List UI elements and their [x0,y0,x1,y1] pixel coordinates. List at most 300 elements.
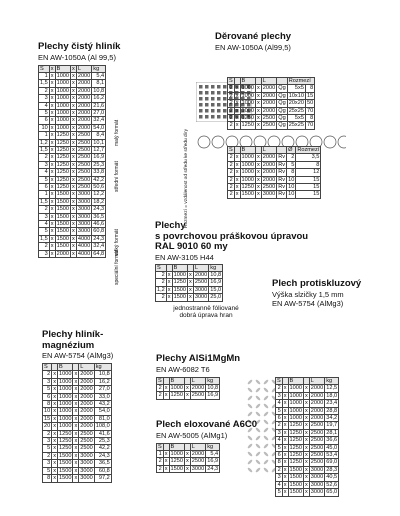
table-row [228,85,315,92]
table-cell: x [53,423,57,430]
table-cell: 6 [39,117,50,124]
table-cell: 2000 [191,450,205,457]
table-cell: 1000 [173,271,187,278]
table-cell: x [72,191,75,198]
table-header-cell: x [72,65,75,72]
table-cell: x [50,191,54,198]
table-cell: x [185,392,189,399]
table-cell: 32,4 [93,243,105,250]
table-row [39,191,106,198]
square-hole [223,91,227,95]
table-cell: x [235,161,239,168]
table-cell: x [50,139,54,146]
square-hole [211,91,215,95]
table-cell: 2000 [310,407,324,414]
table-header-cell: x [50,65,54,72]
table-cell: 1500 [173,294,187,301]
table-cell: 60,8 [94,467,111,474]
table-cell: x [50,176,54,183]
table-cell: 1000 [59,415,72,422]
table-cell: x [235,122,239,129]
table-cell: 8 [305,115,314,122]
table-cell: Rv [278,154,286,161]
table-cell: 8 [287,169,296,176]
table-row [43,401,112,408]
table-cell: 1500 [241,191,254,198]
table-cell: 1250 [170,392,183,399]
section-pure-aluminium [38,42,120,258]
table-cell: 1000 [289,392,302,399]
table-cell: x [304,474,308,481]
square-hole [199,103,203,107]
table-cell: 2000 [80,401,93,408]
table-header-cell: B [169,443,184,450]
table-row [39,117,106,124]
table-cell: 2000 [262,176,276,183]
table-row [157,458,220,465]
table-cell: 12 [296,169,321,176]
table-cell: x [283,385,287,392]
table-cell: 2000 [262,100,276,107]
table-cell: 1000 [241,85,254,92]
table-cell: 1000 [59,423,72,430]
table-cell: 10 [44,408,51,415]
table-cell: 24,3 [207,465,219,472]
table-cell: 3000 [77,213,91,220]
table-cell: 28,3 [326,466,338,473]
table-cell: 2000 [80,423,93,430]
square-hole [205,91,209,95]
table-cell: 2000 [77,80,91,87]
square-hole [205,85,209,89]
table-cell: 2500 [310,459,324,466]
table-cell: 2 [228,169,235,176]
tread-mark [255,411,261,417]
table-row [276,422,339,429]
table-cell: x [50,213,54,220]
table-cell: 4 [39,221,50,228]
table-cell: 3000 [80,452,93,459]
table-cell: 2000 [310,415,324,422]
table-cell: 50,6 [93,184,105,190]
table-cell: 19,7 [326,422,338,429]
table-header-cell: S [158,377,162,384]
table-cell: 2500 [262,184,276,191]
anodized-title: Plech eloxované A6C0 [156,419,258,430]
table-header-cell: L [261,147,276,154]
table-row [276,459,339,466]
table-header-cell: L [261,78,276,85]
table-cell: 5,4 [92,72,106,79]
table-cell: x [304,429,308,436]
tread-mark [263,467,269,473]
table-cell: x [256,92,260,99]
table-cell: x [53,415,57,422]
table-cell: 8 [276,459,283,466]
table-cell: 2000 [56,250,70,257]
table-cell: x [50,198,54,205]
perforated-square-table [227,77,315,130]
table-cell: 1500 [289,489,302,496]
table-cell: x [167,294,171,301]
table-cell: 8 [305,85,314,92]
table-cell: 3000 [80,460,93,467]
table-cell: 2500 [77,132,91,139]
square-hole [205,97,209,101]
table-cell: 3000 [77,221,91,228]
table-cell: x [53,430,57,437]
table-cell: x [185,384,189,391]
table-cell: 2500 [310,429,324,436]
table-cell: 2 [157,392,164,399]
table-cell: 2500 [191,392,205,399]
table-cell: 1000 [241,154,254,161]
table-row [276,474,339,481]
table-cell: 1000 [56,87,70,94]
table-cell: 1 [39,132,50,139]
table-row [276,466,339,473]
table-cell: 5 [43,445,52,452]
table-cell: x [283,400,287,407]
table-cell: 5 [43,467,52,474]
table-header-cell: kg [206,377,220,384]
table-row [43,378,112,385]
table-cell: 2000 [77,87,91,94]
table-cell: 1250 [241,184,254,191]
table-cell: 1,2 [157,286,165,293]
table-cell: 6 [276,452,283,459]
table-row [39,95,106,102]
table-header-row [43,364,112,371]
table-row [39,169,106,176]
table-cell: 2 [157,465,164,472]
table-cell: 1250 [289,422,302,429]
table-cell: 1250 [56,154,70,161]
table-cell: x [50,95,54,102]
table-cell: 5x5 [287,115,305,122]
table-header-cell: kg [325,378,339,385]
table-cell: 15 [306,92,314,99]
table-cell: 6 [276,415,283,422]
table-cell: x [74,430,78,437]
table-cell: Qg [278,85,286,92]
table-cell: 3000 [194,286,208,293]
table-cell: x [283,481,287,488]
table-cell: 1000 [241,100,254,107]
table-cell: x [53,460,57,467]
table-row [39,124,106,131]
table-cell: 1000 [241,161,254,168]
table-cell: Rv [278,169,286,176]
table-cell: x [72,235,75,242]
table-header-cell: L [193,264,208,271]
tread-mark [263,411,269,417]
square-hole [217,85,221,89]
table-cell: 1000 [289,415,302,422]
table-cell: 2000 [262,92,276,99]
square-hole [199,109,203,113]
table-cell: 1,5 [40,235,48,242]
table-cell: 2 [156,279,167,286]
table-cell: x [74,475,78,482]
table-row [228,176,321,183]
table-cell: 3000 [310,481,324,488]
table-header-cell: kg [206,443,220,450]
table-cell: x [304,444,308,451]
table-cell: x [74,408,78,415]
table-cell: 2 [39,206,50,213]
table-cell: 10,8 [93,87,105,94]
table-header-cell: Ø [287,147,296,154]
table-cell: x [50,206,54,213]
table-cell: x [50,243,54,250]
table-cell: 1000 [56,95,70,102]
square-hole [199,97,203,101]
table-cell: 1500 [170,465,183,472]
table-header-cell: B [172,264,187,271]
table-cell: 2 [228,122,235,129]
group-label-large: velký formát [114,229,120,256]
table-header-cell [277,78,287,85]
table-row [276,437,339,444]
table-cell: Qg [278,122,286,129]
table-cell: x [164,458,168,465]
table-cell: x [53,386,57,393]
table-cell: 60,8 [93,228,105,235]
table-cell: 2 [228,176,235,183]
table-cell: 2 [156,294,167,301]
table-cell: x [304,415,308,422]
table-row [276,407,339,414]
table-cell: 2 [287,154,296,161]
table-cell: x [256,115,260,122]
table-cell: 2000 [77,95,91,102]
table-cell: x [50,109,54,116]
table-cell: 10 [288,176,295,183]
table-cell: 4000 [77,243,91,250]
table-header-cell [277,147,287,154]
table-cell: 1500 [56,243,70,250]
table-row [39,243,106,250]
table-cell: x [256,85,260,92]
table-cell: 3000 [310,489,324,496]
table-cell: 5 [287,161,296,168]
table-cell: 21,6 [93,102,105,109]
table-cell: x [304,489,308,496]
table-cell: 8,4 [92,132,106,139]
table-cell: 1,5 [40,146,48,153]
table-cell: 2 [228,115,235,122]
table-row [43,393,112,400]
table-cell: x [74,452,78,459]
square-hole [205,109,209,113]
table-cell: 52,6 [326,481,338,488]
table-cell: x [72,139,75,146]
table-row [276,415,339,422]
table-row [228,191,321,198]
table-cell: x [283,437,287,444]
tread-mark [263,427,269,433]
section-alsi [156,354,240,400]
table-cell: 2000 [77,72,91,79]
table-cell: 16,9 [93,154,105,161]
table-cell: 4 [276,400,283,407]
table-cell: x [283,429,287,436]
table-cell: x [189,294,192,301]
table-cell: 4 [39,169,50,176]
table-row [39,206,106,213]
table-cell: 1000 [56,117,70,124]
table-cell: 1 [39,72,50,79]
table-cell: 2000 [310,385,324,392]
table-cell: x [50,184,54,190]
tread-mark [247,411,253,417]
table-cell: x [50,72,54,79]
table-cell: 1000 [59,371,72,378]
table-header-row [228,78,315,85]
table-row [157,384,220,391]
table-cell: 1000 [59,378,72,385]
table-cell: x [50,235,54,242]
table-header-cell: L [190,443,205,450]
table-cell: 1000 [241,107,254,114]
section-anodized [156,420,257,473]
square-hole [223,85,227,89]
table-cell: x [74,467,78,474]
alsi-title: Plechy AlSi1MgMn [156,353,241,364]
table-row [157,450,220,457]
table-cell: 65,0 [326,489,338,496]
table-row [157,392,220,399]
table-cell: 54,0 [94,408,111,415]
table-row [39,198,106,205]
table-row [39,72,106,79]
table-cell: 28,8 [326,407,338,414]
table-cell: 15 [296,184,321,191]
table-row [228,154,321,161]
table-cell: x [283,466,287,473]
table-cell: x [53,467,57,474]
table-row [228,115,315,122]
table-cell: 53,4 [326,452,338,459]
table-cell: x [50,221,54,228]
table-cell: 54,0 [93,124,105,131]
table-cell: x [235,169,239,176]
table-row [228,100,315,107]
tread-mark [263,395,269,401]
tread-mark [263,459,269,465]
table-cell: x [72,117,75,124]
table-header-cell: B [169,377,184,384]
square-hole [199,91,203,95]
table-cell: 1250 [241,122,254,129]
table-cell: x [164,384,168,391]
al-mg-table [42,363,112,483]
table-cell: 32,4 [93,117,105,124]
table-cell: 3000 [77,228,91,235]
table-row [228,161,321,168]
table-cell: 2000 [80,371,93,378]
table-cell: x [72,95,75,102]
table-cell: x [72,228,75,235]
table-cell: 23,4 [326,400,338,407]
table-cell: 4 [276,481,283,488]
table-cell: 36,6 [326,437,338,444]
square-hole [211,97,215,101]
table-cell: x [72,213,75,220]
table-cell: 2500 [310,437,324,444]
section-perforated [215,32,291,52]
table-header-cell: S [229,78,233,84]
table-cell: 10,8 [94,371,111,378]
table-cell: 2000 [77,124,91,131]
table-row [39,221,106,228]
table-cell: x [53,438,57,445]
square-hole [217,103,221,107]
table-cell: 2000 [262,107,276,114]
table-cell: 40,5 [326,474,338,481]
table-header-cell: kg [209,264,223,271]
table-cell: 27,0 [93,109,105,116]
table-cell: 33,0 [94,393,111,400]
table-cell: 25,3 [94,438,111,445]
tread-mark [255,395,261,401]
table-cell: 2 [39,87,50,94]
table-cell: 2500 [262,115,276,122]
table-cell: x [72,198,75,205]
table-cell: 8 [296,161,321,168]
table-cell: 2 [43,430,52,437]
table-header-cell: Rozmezí [297,147,320,153]
table-cell: 1250 [56,161,70,168]
table-cell: 2500 [80,445,93,452]
table-cell: x [53,452,57,459]
table-cell: x [53,393,57,400]
table-cell: 3 [276,392,283,399]
table-cell: 2 [157,384,164,391]
anodized-subtitle: EN AW-5005 (AlMg1) [156,430,228,440]
table-header-cell: kg [92,65,106,72]
table-row [39,132,106,139]
table-cell: 1000 [59,386,72,393]
table-cell: x [72,80,75,87]
table-cell: x [74,445,78,452]
table-cell: 1250 [170,458,183,465]
table-cell: x [185,458,189,465]
table-row [43,467,112,474]
table-cell: 2000 [80,415,93,422]
table-cell: 1500 [56,228,70,235]
table-row [276,385,339,392]
pure-aluminium-title: Plechy čistý hliník [38,41,121,52]
table-cell: 16,9 [207,392,219,399]
anti-slip-alloy: EN AW-5754 (AlMg3) [272,298,344,308]
table-cell: x [189,279,192,286]
table-cell: 2500 [77,184,91,190]
table-cell: 2 [156,271,167,278]
table-cell: 46,6 [93,221,105,228]
table-cell: 1250 [56,169,70,176]
table-cell: x [74,393,78,400]
table-cell: 1500 [59,475,72,482]
table-cell: x [283,459,287,466]
powder-coated-note: jednostranně fóliované dobrá úprava hran [173,304,239,320]
table-cell: 1250 [289,437,302,444]
table-cell: 3000 [310,474,324,481]
table-cell: x [50,124,54,131]
table-cell: 28,1 [326,429,338,436]
square-hole [211,103,215,107]
